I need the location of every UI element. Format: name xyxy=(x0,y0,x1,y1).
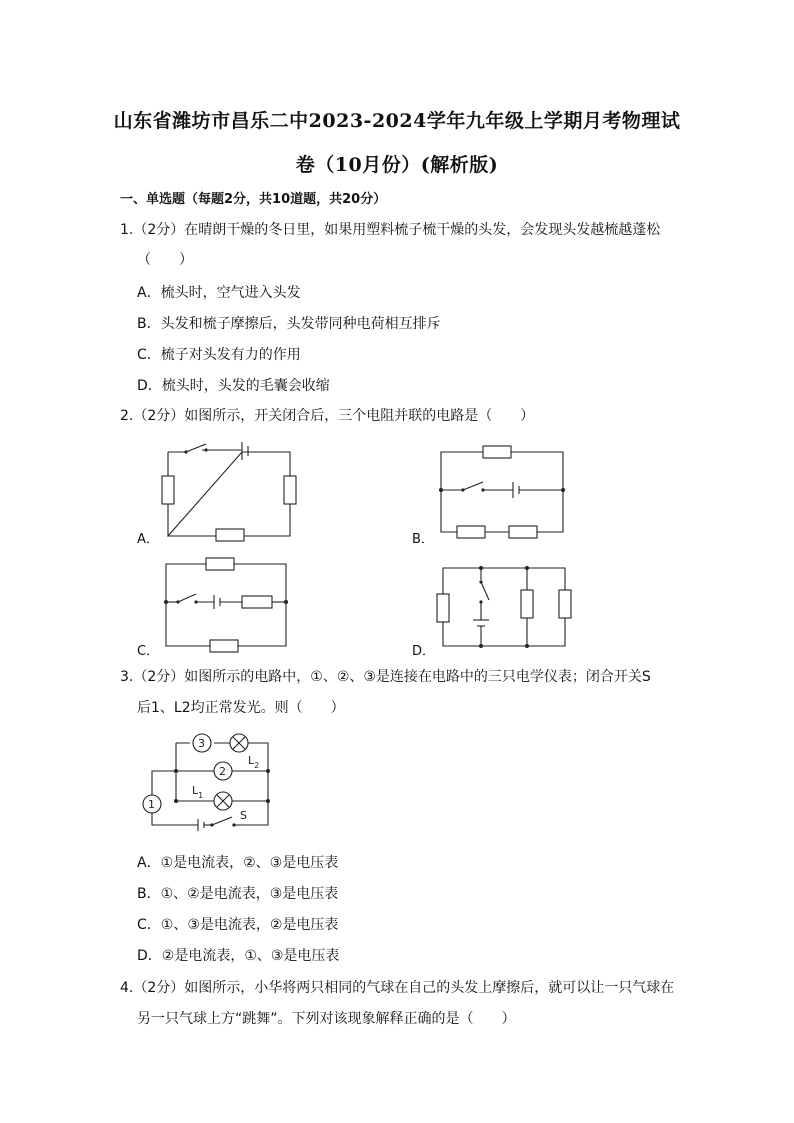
meter-3-label: 3 xyxy=(198,737,205,750)
q1-option-b: B．头发和梳子摩擦后，头发带同种电荷相互排斥 xyxy=(137,316,441,332)
q2-stem: 2.（2分）如图所示，开关闭合后，三个电阻并联的电路是（ ） xyxy=(120,408,535,424)
svg-text:L1 xyxy=(192,784,203,800)
meter-2-label: 2 xyxy=(219,765,226,778)
q2-label-d: D． xyxy=(412,644,436,659)
lamp-l2-label: L xyxy=(248,754,255,767)
q3-circuit-diagram xyxy=(140,733,280,833)
lamp-l1-label: L xyxy=(192,784,199,797)
lamp-l2-sub: 2 xyxy=(254,761,260,770)
circuit-b-diagram xyxy=(437,444,567,534)
svg-text:L2 xyxy=(248,754,259,770)
circuit-a-diagram xyxy=(158,440,298,540)
page-title-line1: 山东省潍坊市昌乐二中2023-2024学年九年级上学期月考物理试 xyxy=(113,110,681,132)
circuit-d-diagram xyxy=(435,562,575,652)
q3-option-a: A．①是电流表，②、③是电压表 xyxy=(137,855,339,871)
q1-option-c: C．梳子对头发有力的作用 xyxy=(137,347,301,363)
q3-option-b: B．①、②是电流表，③是电压表 xyxy=(137,886,339,902)
q2-label-a: A． xyxy=(137,532,159,547)
q3-stem-line2: 后1、L2均正常发光。则（ ） xyxy=(137,700,345,716)
switch-s-label: S xyxy=(240,809,247,822)
section-heading: 一、单选题（每题2分，共10道题，共20分） xyxy=(120,192,387,207)
page-title-line2: 卷（10月份）(解析版) xyxy=(295,154,499,176)
q1-stem-bracket: （ ） xyxy=(137,252,193,268)
lamp-l1-sub: 1 xyxy=(198,791,204,800)
q4-stem: 4.（2分）如图所示，小华将两只相同的气球在自己的头发上摩擦后，就可以让一只气球在 xyxy=(120,980,675,996)
q1-stem: 1.（2分）在晴朗干燥的冬日里，如果用塑料梳子梳干燥的头发，会发现头发越梳越蓬松 xyxy=(120,222,661,238)
q2-label-b: B． xyxy=(412,532,434,547)
q1-option-d: D．梳头时，头发的毛囊会收缩 xyxy=(137,378,330,394)
q3-option-d: D．②是电流表，①、③是电压表 xyxy=(137,948,340,964)
q3-option-c: C．①、③是电流表，②是电压表 xyxy=(137,917,339,933)
meter-1-label: 1 xyxy=(148,798,155,811)
q3-stem: 3.（2分）如图所示的电路中，①、②、③是连接在电路中的三只电学仪表；闭合开关S xyxy=(120,669,651,685)
q2-label-c: C． xyxy=(137,644,160,659)
q1-option-a: A．梳头时，空气进入头发 xyxy=(137,285,301,301)
q4-stem-line2: 另一只气球上方“跳舞”。下列对该现象解释正确的是（ ） xyxy=(137,1011,516,1027)
circuit-c-diagram xyxy=(162,556,292,646)
